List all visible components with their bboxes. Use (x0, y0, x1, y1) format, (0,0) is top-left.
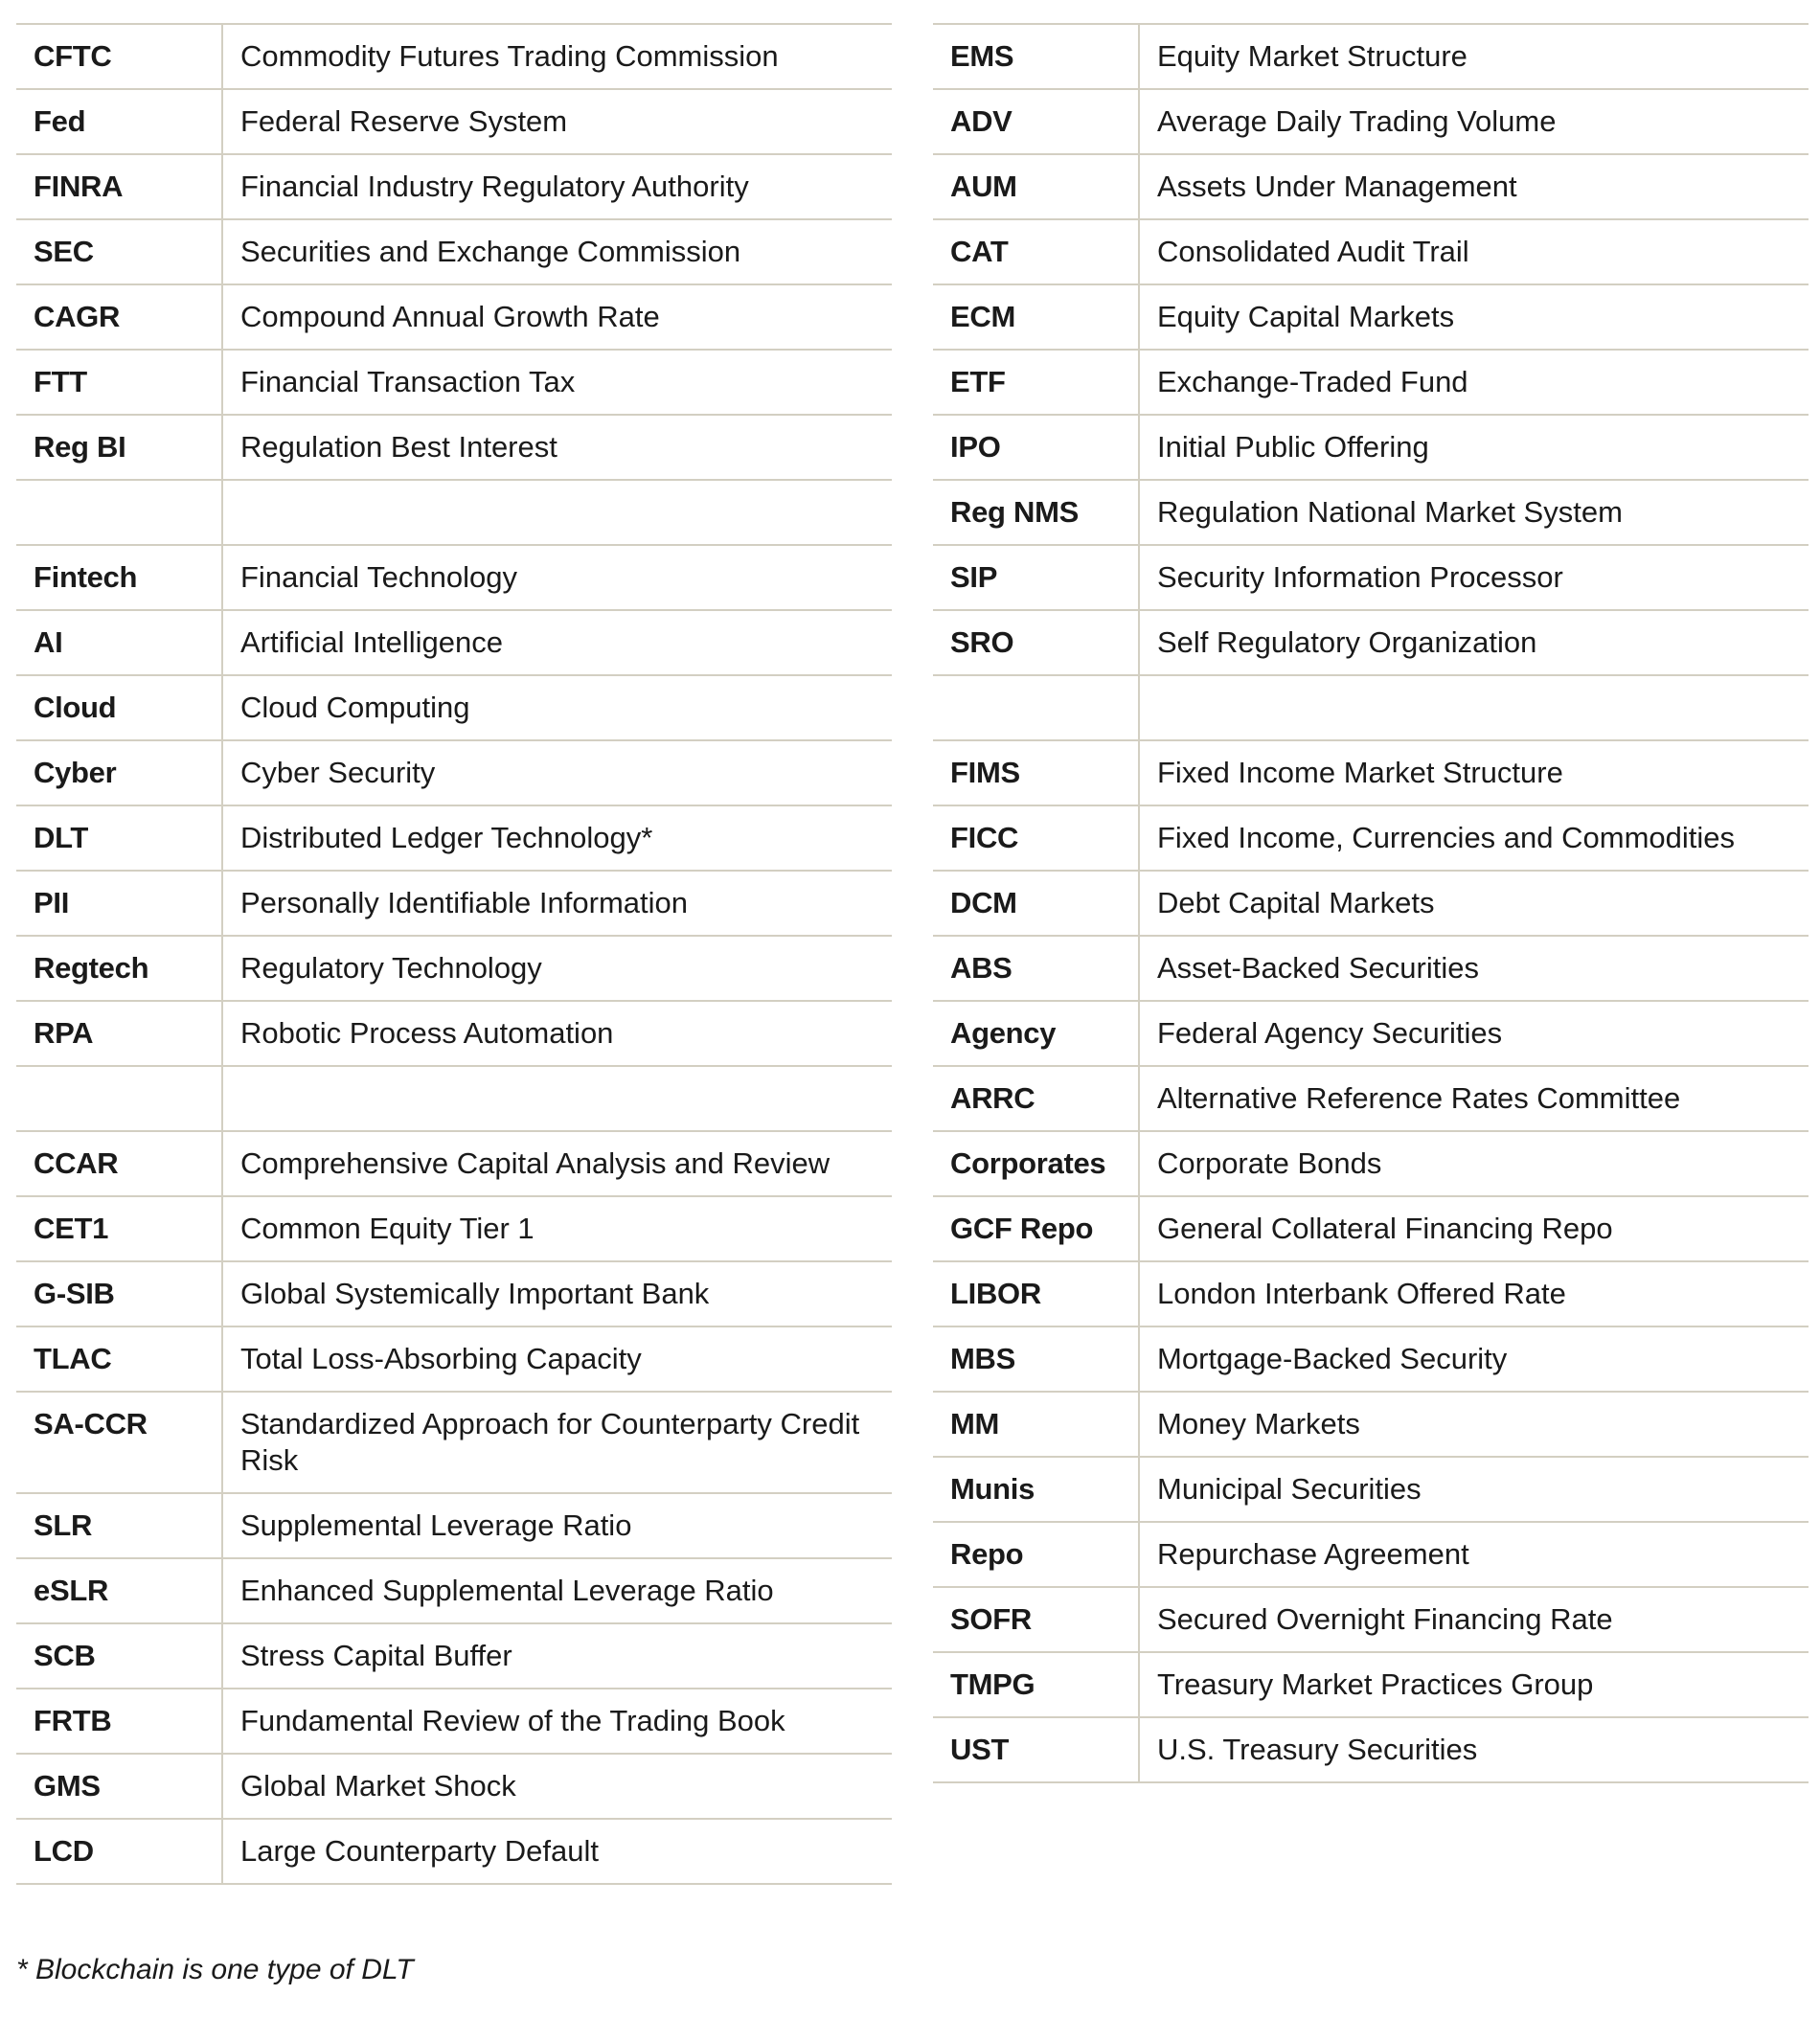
term-cell: Fixed Income Market Structure (1157, 756, 1563, 789)
abbreviation-cell: SOFR (933, 1587, 1139, 1652)
term-cell: Cloud Computing (240, 691, 470, 724)
abbreviation-cell: CAT (933, 219, 1139, 284)
glossary-row (16, 1493, 892, 1558)
glossary-row (933, 1522, 1809, 1587)
term-cell: Standardized Approach for Counterparty Credit Risk (240, 1407, 860, 1477)
glossary-row (16, 24, 892, 89)
glossary-row (16, 1392, 892, 1493)
glossary-row (933, 219, 1809, 284)
glossary-row (933, 1131, 1809, 1196)
term-cell: Alternative Reference Rates Committee (1157, 1081, 1681, 1115)
glossary-row (933, 480, 1809, 545)
abbreviation-cell: ECM (933, 284, 1139, 350)
abbreviation-cell: UST (933, 1717, 1139, 1782)
glossary-row (16, 740, 892, 805)
glossary-table-right (933, 23, 1809, 1783)
term-cell (222, 480, 892, 545)
glossary-row (933, 1717, 1809, 1782)
abbreviation-cell: LIBOR (933, 1261, 1139, 1326)
glossary-row (933, 415, 1809, 480)
glossary-spacer-row (933, 675, 1809, 740)
glossary-row (16, 1131, 892, 1196)
glossary-row (16, 350, 892, 415)
glossary-row (16, 415, 892, 480)
glossary-row (16, 154, 892, 219)
term-cell: Federal Reserve System (240, 104, 568, 138)
abbreviation-cell: eSLR (16, 1558, 222, 1623)
abbreviation-cell: FINRA (16, 154, 222, 219)
term-cell: Common Equity Tier 1 (240, 1212, 535, 1245)
abbreviation-cell: SCB (16, 1623, 222, 1689)
abbreviation-cell: Reg BI (16, 415, 222, 480)
term-cell: Consolidated Audit Trail (1157, 235, 1469, 268)
term-cell: Municipal Securities (1157, 1472, 1422, 1506)
glossary-row (16, 284, 892, 350)
abbreviation-cell: DLT (16, 805, 222, 871)
term-cell: Supplemental Leverage Ratio (240, 1508, 632, 1542)
glossary-row (16, 1623, 892, 1689)
term-cell: Large Counterparty Default (240, 1834, 599, 1868)
term-cell: Total Loss-Absorbing Capacity (240, 1342, 642, 1375)
glossary-row (16, 1001, 892, 1066)
term-cell: Global Market Shock (240, 1769, 516, 1803)
abbreviation-cell: ABS (933, 936, 1139, 1001)
glossary-spacer-row (16, 1066, 892, 1131)
abbreviation-cell: FIMS (933, 740, 1139, 805)
glossary-row (933, 89, 1809, 154)
glossary-row (933, 350, 1809, 415)
glossary-row (933, 24, 1809, 89)
abbreviation-cell: ARRC (933, 1066, 1139, 1131)
glossary-row (933, 1261, 1809, 1326)
term-cell: Financial Industry Regulatory Authority (240, 170, 749, 203)
abbreviation-cell: CET1 (16, 1196, 222, 1261)
glossary-table-right-body (933, 24, 1809, 1782)
glossary-row (16, 675, 892, 740)
glossary-row (933, 1326, 1809, 1392)
term-cell: Asset-Backed Securities (1157, 951, 1479, 985)
glossary-row (16, 1326, 892, 1392)
glossary-row (933, 871, 1809, 936)
term-cell: Regulatory Technology (240, 951, 542, 985)
footnote: * Blockchain is one type of DLT (16, 1954, 414, 1985)
term-cell: Equity Market Structure (1157, 39, 1467, 73)
glossary-table-left-body (16, 24, 892, 1884)
glossary-row (16, 610, 892, 675)
glossary-row (16, 89, 892, 154)
glossary-row (933, 936, 1809, 1001)
term-cell: Average Daily Trading Volume (1157, 104, 1557, 138)
abbreviation-cell: DCM (933, 871, 1139, 936)
glossary-row (933, 1457, 1809, 1522)
abbreviation-cell (16, 480, 222, 545)
abbreviation-cell: LCD (16, 1819, 222, 1884)
term-cell: Fundamental Review of the Trading Book (240, 1704, 785, 1737)
glossary-row (933, 154, 1809, 219)
term-cell: Commodity Futures Trading Commission (240, 39, 779, 73)
glossary-right-column (933, 23, 1809, 1783)
abbreviation-cell: ADV (933, 89, 1139, 154)
term-cell: U.S. Treasury Securities (1157, 1733, 1478, 1766)
glossary-row (933, 740, 1809, 805)
abbreviation-cell: FICC (933, 805, 1139, 871)
abbreviation-cell: SRO (933, 610, 1139, 675)
term-cell: Personally Identifiable Information (240, 886, 688, 919)
glossary-row (933, 1652, 1809, 1717)
glossary-row (933, 1587, 1809, 1652)
abbreviation-cell: GMS (16, 1754, 222, 1819)
abbreviation-cell: SIP (933, 545, 1139, 610)
glossary-row (933, 284, 1809, 350)
term-cell: Initial Public Offering (1157, 430, 1429, 464)
abbreviation-cell: Munis (933, 1457, 1139, 1522)
abbreviation-cell: GCF Repo (933, 1196, 1139, 1261)
term-cell: Mortgage-Backed Security (1157, 1342, 1508, 1375)
term-cell: Exchange-Traded Fund (1157, 365, 1468, 398)
term-cell (1139, 675, 1809, 740)
glossary-spacer-row (16, 480, 892, 545)
abbreviation-cell: SLR (16, 1493, 222, 1558)
abbreviation-cell: PII (16, 871, 222, 936)
abbreviation-cell: ETF (933, 350, 1139, 415)
abbreviation-cell: Agency (933, 1001, 1139, 1066)
glossary-row (933, 1001, 1809, 1066)
term-cell: Compound Annual Growth Rate (240, 300, 660, 333)
term-cell: Financial Transaction Tax (240, 365, 576, 398)
term-cell: Self Regulatory Organization (1157, 625, 1537, 659)
abbreviation-cell (933, 675, 1139, 740)
abbreviation-cell: Cloud (16, 675, 222, 740)
abbreviation-cell: SEC (16, 219, 222, 284)
term-cell: Secured Overnight Financing Rate (1157, 1602, 1613, 1636)
term-cell: Money Markets (1157, 1407, 1360, 1440)
abbreviation-cell: CCAR (16, 1131, 222, 1196)
glossary-row (16, 1558, 892, 1623)
abbreviation-cell: SA-CCR (16, 1392, 222, 1493)
term-cell: Equity Capital Markets (1157, 300, 1455, 333)
abbreviation-cell: TMPG (933, 1652, 1139, 1717)
abbreviation-cell: Reg NMS (933, 480, 1139, 545)
term-cell: Regulation Best Interest (240, 430, 557, 464)
glossary-row (16, 1196, 892, 1261)
term-cell: Robotic Process Automation (240, 1016, 614, 1050)
term-cell: Corporate Bonds (1157, 1146, 1382, 1180)
glossary-row (16, 871, 892, 936)
glossary-row (933, 1196, 1809, 1261)
glossary-left-column (16, 23, 892, 1885)
abbreviation-cell: Repo (933, 1522, 1139, 1587)
abbreviation-cell: AI (16, 610, 222, 675)
term-cell: Debt Capital Markets (1157, 886, 1435, 919)
term-cell: London Interbank Offered Rate (1157, 1277, 1566, 1310)
term-cell: Federal Agency Securities (1157, 1016, 1503, 1050)
term-cell: Global Systemically Important Bank (240, 1277, 710, 1310)
abbreviation-cell: Cyber (16, 740, 222, 805)
term-cell: Assets Under Management (1157, 170, 1517, 203)
abbreviation-cell (16, 1066, 222, 1131)
term-cell: Stress Capital Buffer (240, 1639, 512, 1672)
glossary-row (16, 219, 892, 284)
abbreviation-cell: RPA (16, 1001, 222, 1066)
abbreviation-cell: MM (933, 1392, 1139, 1457)
glossary-row (16, 936, 892, 1001)
term-cell: Enhanced Supplemental Leverage Ratio (240, 1574, 774, 1607)
abbreviation-cell: TLAC (16, 1326, 222, 1392)
abbreviation-cell: FTT (16, 350, 222, 415)
glossary-row (933, 1066, 1809, 1131)
term-cell: Artificial Intelligence (240, 625, 503, 659)
abbreviation-cell: FRTB (16, 1689, 222, 1754)
glossary-row (16, 1754, 892, 1819)
term-cell: Fixed Income, Currencies and Commodities (1157, 821, 1736, 854)
abbreviation-cell: Corporates (933, 1131, 1139, 1196)
glossary-row (16, 545, 892, 610)
term-cell: Treasury Market Practices Group (1157, 1667, 1594, 1701)
glossary-table-left (16, 23, 892, 1885)
term-cell: Securities and Exchange Commission (240, 235, 741, 268)
term-cell: Distributed Ledger Technology* (240, 821, 653, 854)
glossary-row (933, 545, 1809, 610)
abbreviation-cell: MBS (933, 1326, 1139, 1392)
glossary-row (16, 1819, 892, 1884)
term-cell: Comprehensive Capital Analysis and Review (240, 1146, 830, 1180)
abbreviation-cell: G-SIB (16, 1261, 222, 1326)
glossary-row (933, 805, 1809, 871)
abbreviation-cell: Fed (16, 89, 222, 154)
abbreviation-cell: CAGR (16, 284, 222, 350)
abbreviation-cell: IPO (933, 415, 1139, 480)
term-cell (222, 1066, 892, 1131)
term-cell: Repurchase Agreement (1157, 1537, 1469, 1571)
term-cell: Financial Technology (240, 560, 517, 594)
glossary-row (16, 1689, 892, 1754)
term-cell: Security Information Processor (1157, 560, 1563, 594)
glossary-row (933, 1392, 1809, 1457)
term-cell: Cyber Security (240, 756, 436, 789)
term-cell: General Collateral Financing Repo (1157, 1212, 1613, 1245)
abbreviation-cell: CFTC (16, 24, 222, 89)
abbreviation-cell: Fintech (16, 545, 222, 610)
glossary-row (933, 610, 1809, 675)
glossary-row (16, 1261, 892, 1326)
glossary-row (16, 805, 892, 871)
abbreviation-cell: EMS (933, 24, 1139, 89)
abbreviation-cell: AUM (933, 154, 1139, 219)
term-cell: Regulation National Market System (1157, 495, 1623, 529)
abbreviation-cell: Regtech (16, 936, 222, 1001)
